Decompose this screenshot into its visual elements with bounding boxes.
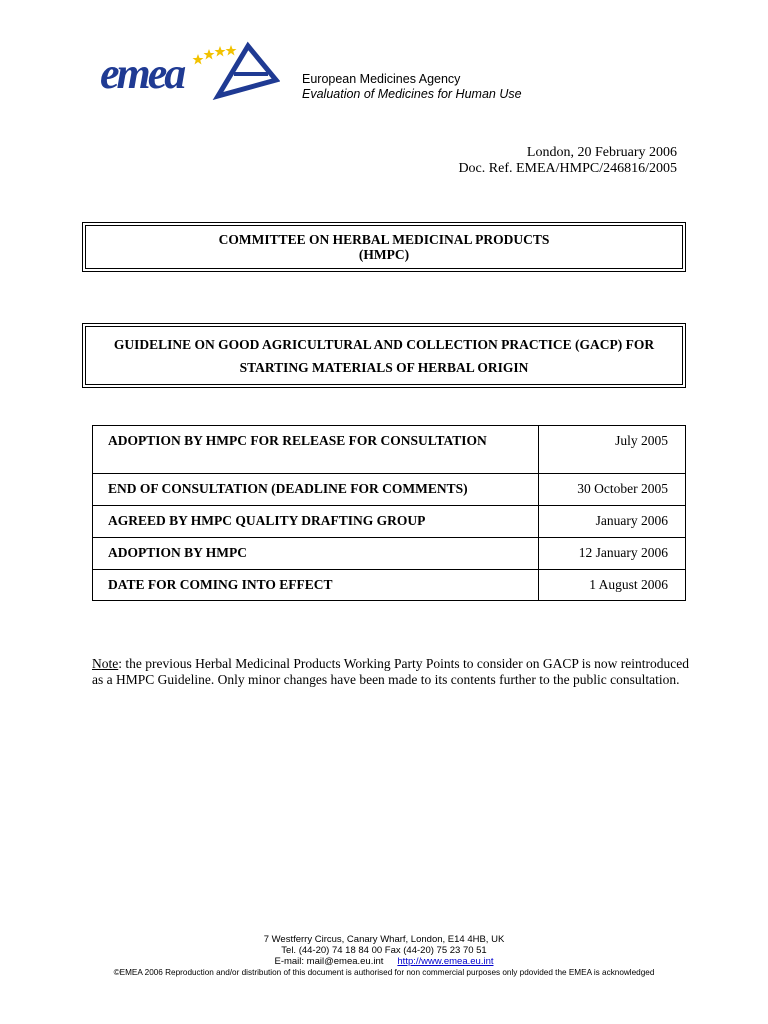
table-row	[93, 506, 686, 538]
footer-copyright: ©EMEA 2006 Reproduction and/or distribution of this document is authorised for non commercial purposes only pdovided the EMEA is acknowledged	[113, 968, 655, 977]
website-link[interactable]: http://www.emea.eu.int	[397, 956, 494, 967]
table-row	[93, 570, 686, 601]
table-row	[93, 474, 686, 506]
milestone-date: January 2006	[539, 506, 686, 538]
milestone-label: ADOPTION BY HMPC FOR RELEASE FOR CONSULTATION	[93, 426, 539, 474]
note-label: Note	[92, 656, 119, 671]
footer	[0, 934, 768, 978]
guideline-title-line1: GUIDELINE ON GOOD AGRICULTURAL AND COLLECTION PRACTICE (GACP) FOR	[113, 336, 655, 352]
stars-icon	[193, 45, 237, 65]
note-paragraph	[92, 656, 692, 688]
guideline-box	[82, 323, 686, 388]
note-text: : the previous Herbal Medicinal Products Working Party Points to consider on GACP is now reintroduced as a HMPC Guideline. Only minor changes have been made to its contents further to the public consultation.	[92, 656, 689, 687]
footer-address: 7 Westferry Circus, Canary Wharf, London, E14 4HB, UK	[263, 934, 505, 945]
svg-text:emea: emea	[100, 49, 184, 98]
agency-block	[302, 72, 522, 102]
milestone-date: 1 August 2006	[539, 570, 686, 601]
committee-box	[82, 222, 686, 272]
footer-email: E-mail: mail@emea.eu.int	[274, 956, 384, 967]
milestone-date: 12 January 2006	[539, 538, 686, 570]
milestone-label: END OF CONSULTATION (DEADLINE FOR COMMENTS)	[93, 474, 539, 506]
milestone-date: 30 October 2005	[539, 474, 686, 506]
footer-contact	[0, 956, 768, 967]
guideline-title-line2: STARTING MATERIALS OF HERBAL ORIGIN	[239, 359, 529, 375]
agency-subtitle: Evaluation of Medicines for Human Use	[302, 87, 522, 101]
milestones-table	[92, 425, 686, 601]
place-date: London, 20 February 2006	[526, 145, 677, 160]
dateline	[458, 145, 677, 177]
emea-logo-graphic	[98, 40, 280, 100]
agency-name: European Medicines Agency	[302, 72, 461, 86]
committee-title: COMMITTEE ON HERBAL MEDICINAL PRODUCTS	[218, 232, 550, 247]
milestone-label: ADOPTION BY HMPC	[93, 538, 539, 570]
footer-phone: Tel. (44-20) 74 18 84 00 Fax (44-20) 75 23 70 51	[281, 945, 487, 956]
table-row	[93, 426, 686, 474]
milestone-label: AGREED BY HMPC QUALITY DRAFTING GROUP	[93, 506, 539, 538]
emea-logo	[98, 40, 280, 100]
milestone-label: DATE FOR COMING INTO EFFECT	[93, 570, 539, 601]
table-row	[93, 538, 686, 570]
committee-abbreviation: (HMPC)	[358, 247, 410, 262]
milestone-date: July 2005	[539, 426, 686, 474]
doc-reference: Doc. Ref. EMEA/HMPC/246816/2005	[458, 161, 677, 176]
